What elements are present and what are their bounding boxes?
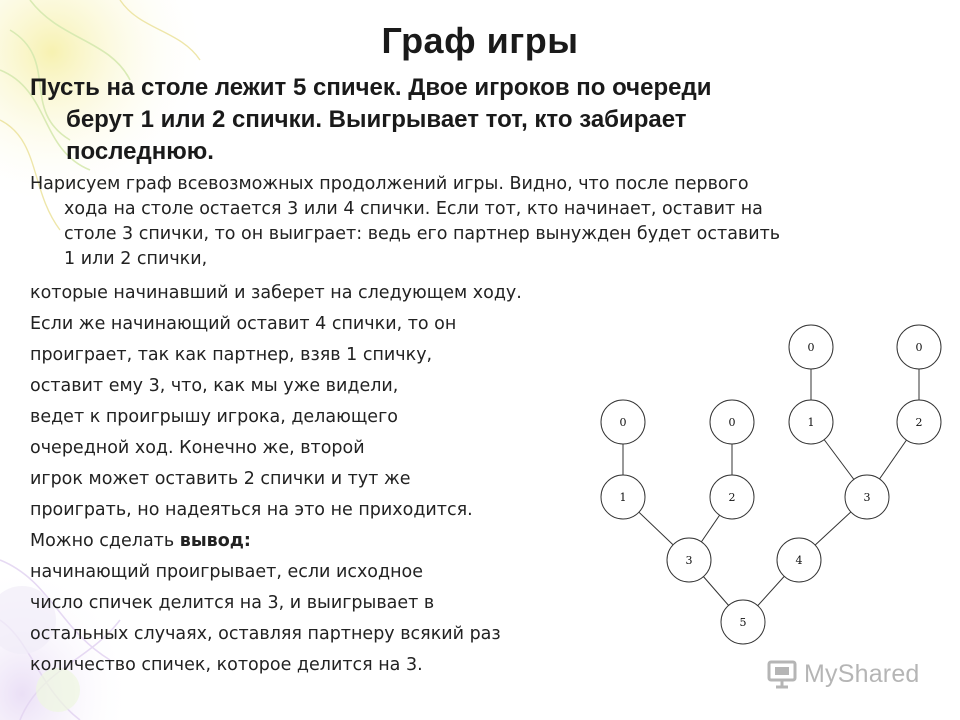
text-line: ведет к проигрышу игрока, делающего (30, 407, 398, 427)
problem-statement (30, 72, 940, 168)
node-label: 1 (807, 416, 815, 429)
text-line: Нарисуем граф всевозможных продолжений игры. Видно, что после первого (30, 174, 749, 194)
problem-line: последнюю. (66, 138, 214, 165)
node-label: 0 (915, 341, 923, 354)
graph-node (710, 475, 754, 519)
node-label: 5 (739, 616, 747, 629)
text-line: начинающий проигрывает, если исходное (30, 562, 424, 582)
node-label: 3 (863, 491, 871, 504)
text-line: проиграть, но надеяться на это не приходится. (30, 500, 473, 520)
text-line: которые начинавший и заберет на следующем ходу. (30, 283, 522, 303)
text-line: 1 или 2 спички, (64, 249, 208, 269)
graph-node (789, 400, 833, 444)
node-label: 0 (619, 416, 627, 429)
node-label: 2 (728, 491, 736, 504)
text-line: хода на столе остается 3 или 4 спички. Если тот, кто начинает, оставит на (64, 199, 763, 219)
node-label: 4 (795, 554, 803, 567)
slide-title: Граф игры (381, 20, 579, 61)
game-graph (590, 315, 950, 655)
watermark-text: MyShared (804, 659, 920, 688)
graph-node (897, 400, 941, 444)
node-label: 0 (728, 416, 736, 429)
text-line: игрок может оставить 2 спички и тут же (30, 469, 411, 489)
text-line: очередной ход. Конечно же, второй (30, 438, 365, 458)
text-line: число спичек делится на 3, и выигрывает в (30, 593, 435, 613)
node-label: 2 (915, 416, 923, 429)
graph-node (667, 538, 711, 582)
graph-node (710, 400, 754, 444)
text-line: количество спичек, которое делится на 3. (30, 655, 423, 675)
graph-node (601, 400, 645, 444)
graph-node-root (721, 600, 765, 644)
text-line: проиграет, так как партнер, взяв 1 спичку, (30, 345, 433, 365)
graph-node (789, 325, 833, 369)
explanation-paragraph (30, 172, 940, 272)
node-label: 1 (619, 491, 627, 504)
node-label: 0 (807, 341, 815, 354)
node-label: 3 (685, 554, 693, 567)
graph-node (777, 538, 821, 582)
graph-node (845, 475, 889, 519)
conclusion-keyword: вывод: (179, 531, 251, 551)
presentation-icon (766, 658, 798, 690)
analysis-paragraph (30, 278, 650, 681)
graph-node (897, 325, 941, 369)
conclusion-line (30, 526, 650, 557)
watermark (766, 654, 936, 694)
conclusion-prefix: Можно сделать (30, 531, 180, 551)
text-line: оставит ему 3, что, как мы уже видели, (30, 376, 399, 396)
graph-node (601, 475, 645, 519)
text-line: столе 3 спички, то он выиграет: ведь его партнер вынужден будет оставить (64, 224, 781, 244)
text-line: Если же начинающий оставит 4 спички, то он (30, 314, 457, 334)
problem-line: берут 1 или 2 спички. Выигрывает тот, кто забирает (66, 106, 687, 133)
problem-line: Пусть на столе лежит 5 спичек. Двое игроков по очереди (30, 74, 712, 101)
graph-nodes (601, 325, 941, 644)
text-line: остальных случаях, оставляя партнеру всякий раз (30, 624, 501, 644)
